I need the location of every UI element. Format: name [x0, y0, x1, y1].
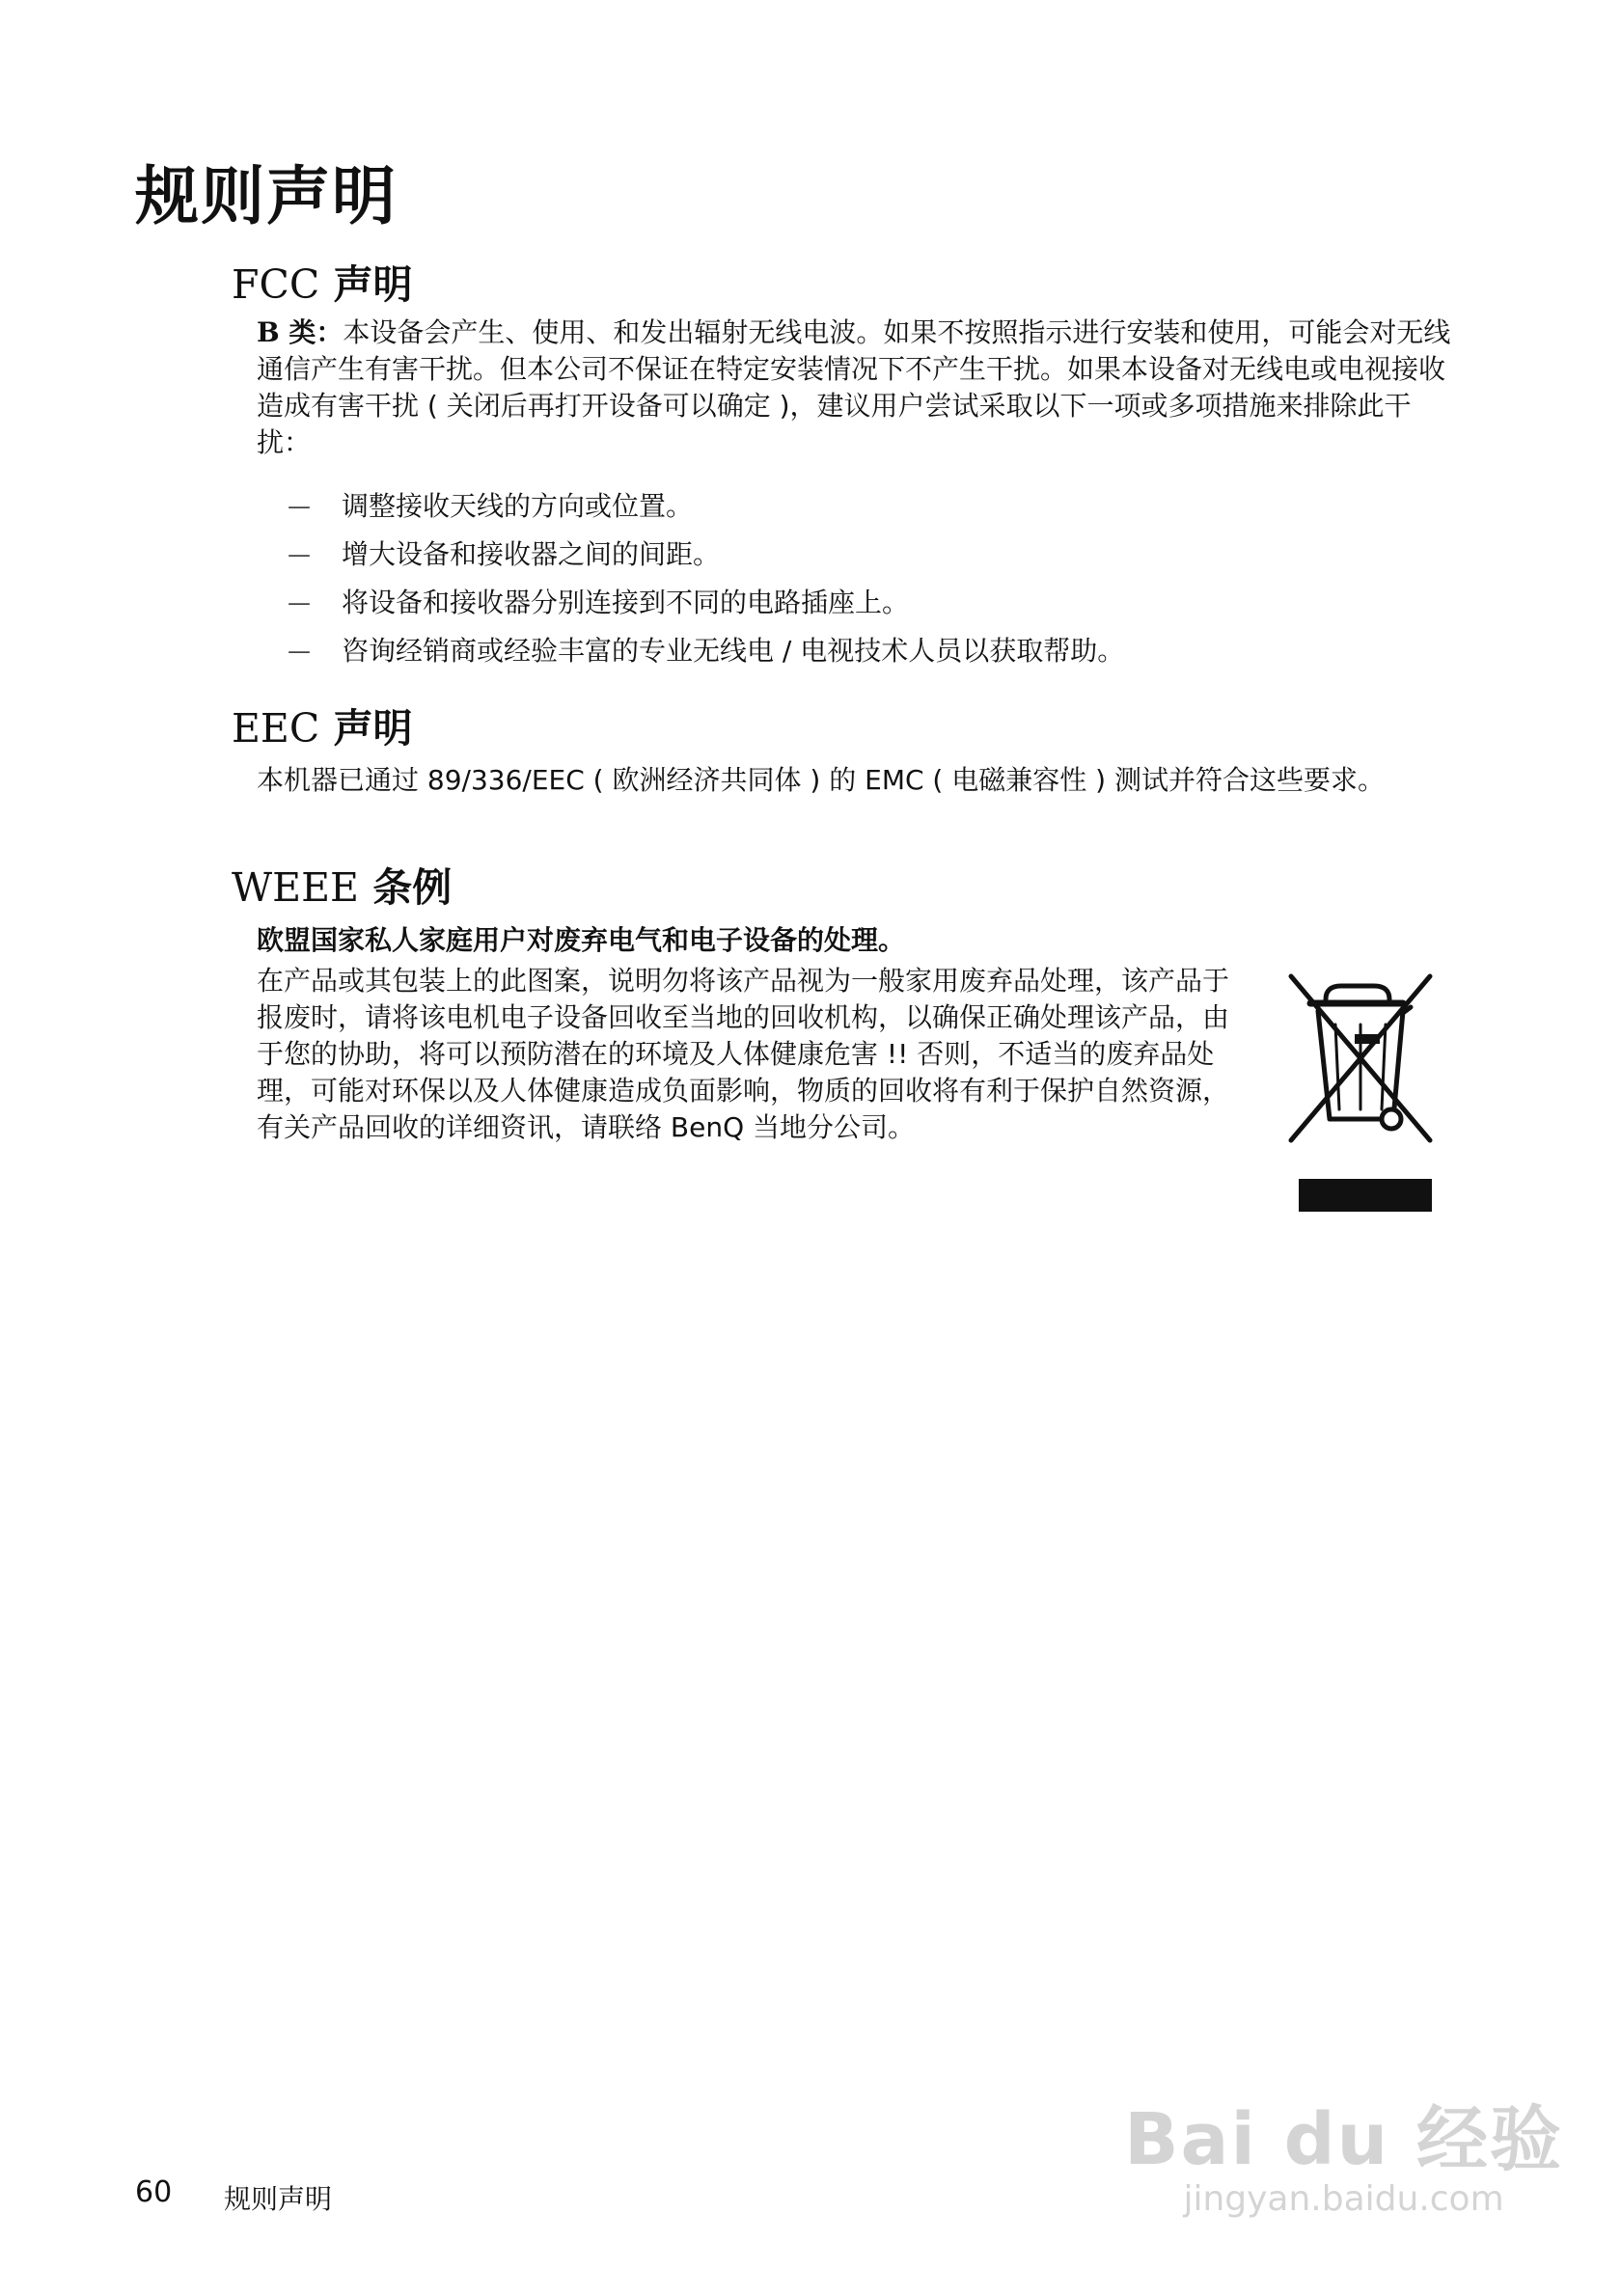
fcc-heading-cn: 声明	[333, 261, 413, 308]
list-item: — 调整接收天线的方向或位置。	[288, 482, 1445, 531]
weee-paragraph: 在产品或其包装上的此图案，说明勿将该产品视为一般家用废弃品处理，该产品于报废时，请将该电机电子设备回收至当地的回收机构，以确保正确处理该产品，由于您的协助，将可以预防潜在的环境及人体健康危害 !! 否则，不适当的废弃品处理，可能对环保以及人体健康造成负面影响，物质的回收将有利于保护自然资源，有关产品回收的详细资讯，请联络 BenQ 当地分公司。	[257, 965, 1230, 1143]
eec-heading-cn: 声明	[333, 705, 413, 752]
weee-heading-cn: 条例	[372, 864, 453, 911]
eec-heading-latin: EEC	[232, 705, 320, 752]
watermark	[1124, 2083, 1563, 2219]
list-item: — 将设备和接收器分别连接到不同的电路插座上。	[288, 579, 1445, 627]
fcc-class-label: B 类：	[257, 316, 343, 348]
crossed-out-wheeled-bin-icon	[1283, 965, 1438, 1217]
watermark-url: jingyan.baidu.com	[1183, 2179, 1504, 2219]
weee-heading-latin: WEEE	[232, 864, 359, 911]
list-item: — 增大设备和接收器之间的间距。	[288, 531, 1445, 579]
watermark-logo: Bai du 经验	[1124, 2098, 1563, 2181]
fcc-heading	[232, 253, 412, 310]
fcc-measures-list	[288, 482, 1445, 675]
fcc-paragraph-text: 本设备会产生、使用、和发出辐射无线电波。如果不按照指示进行安装和使用，可能会对无线通信产生有害干扰。但本公司不保证在特定安装情况下不产生干扰。如果本设备对无线电或电视接收造成有害干扰 ( 关闭后再打开设备可以确定 )，建议用户尝试采取以下一项或多项措施来排除此干扰：	[257, 316, 1451, 458]
weee-heading	[232, 856, 452, 913]
fcc-heading-latin: FCC	[232, 261, 320, 308]
weee-subheading: 欧盟国家私人家庭用户对废弃电气和电子设备的处理。	[257, 924, 906, 956]
eec-heading	[232, 697, 413, 753]
fcc-paragraph	[257, 314, 1463, 461]
page-number: 60	[135, 2175, 173, 2209]
eec-paragraph: 本机器已通过 89/336/EEC ( 欧洲经济共同体 ) 的 EMC ( 电磁兼容性 ) 测试并符合这些要求。	[257, 764, 1385, 796]
list-item: — 咨询经销商或经验丰富的专业无线电 / 电视技术人员以获取帮助。	[288, 627, 1445, 675]
page-title: 规则声明	[135, 159, 398, 233]
footer-section-label: 规则声明	[224, 2183, 333, 2215]
